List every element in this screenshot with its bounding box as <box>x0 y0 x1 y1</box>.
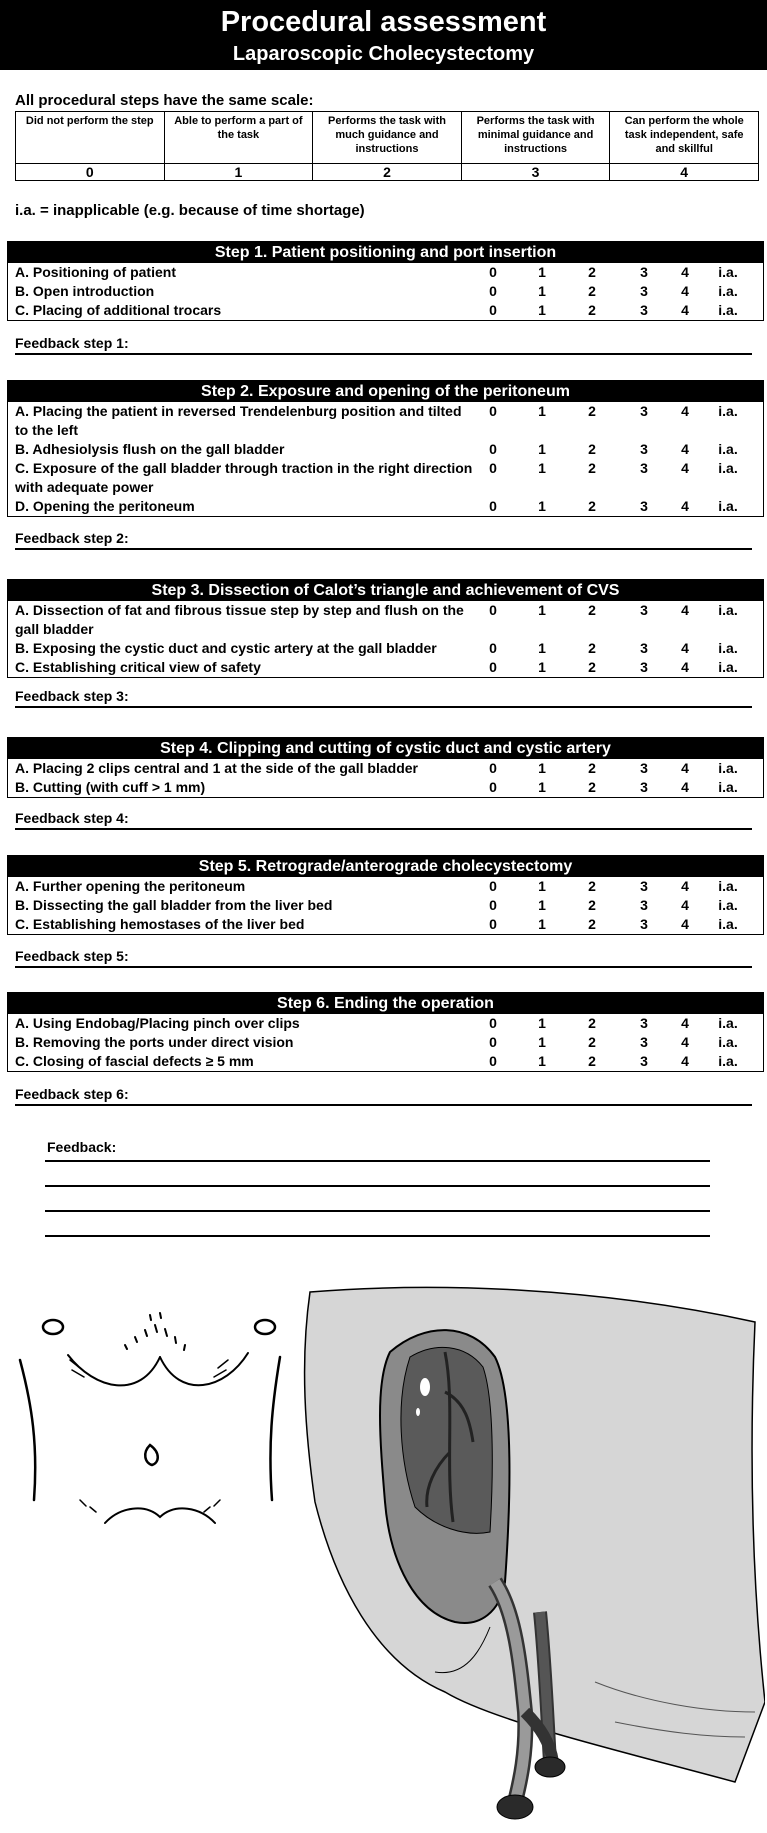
general-feedback[interactable] <box>45 1137 710 1237</box>
score-option[interactable]: i.a. <box>718 897 738 913</box>
score-option[interactable]: 3 <box>640 441 648 457</box>
score-option[interactable]: i.a. <box>718 302 738 318</box>
step-item-row <box>8 658 763 677</box>
step-item-row <box>8 915 763 934</box>
score-option[interactable]: 0 <box>489 283 497 299</box>
score-option[interactable]: i.a. <box>718 916 738 932</box>
step-item-label: C. Establishing hemostases of the liver bed <box>15 916 305 932</box>
step-item-row <box>8 639 763 658</box>
step-feedback-field[interactable]: Feedback step 1: <box>15 334 752 355</box>
score-option[interactable]: 1 <box>538 779 546 795</box>
score-option[interactable]: 1 <box>538 878 546 894</box>
step-item-row <box>8 402 763 440</box>
step-header: Step 3. Dissection of Calot’s triangle and achievement of CVS <box>8 580 763 601</box>
step-item-row <box>8 601 763 639</box>
step-feedback-field[interactable]: Feedback step 5: <box>15 947 752 968</box>
step-item-label: B. Dissecting the gall bladder from the liver bed <box>15 897 333 913</box>
score-option[interactable]: 0 <box>489 640 497 656</box>
score-option[interactable]: i.a. <box>718 264 738 280</box>
score-option[interactable]: 1 <box>538 1034 546 1050</box>
score-option[interactable]: 2 <box>588 1015 596 1031</box>
score-option[interactable]: 2 <box>588 760 596 776</box>
score-option[interactable]: i.a. <box>718 403 738 419</box>
score-option[interactable]: 0 <box>489 659 497 675</box>
score-option[interactable]: 0 <box>489 403 497 419</box>
score-option[interactable]: 3 <box>640 403 648 419</box>
score-option[interactable]: 2 <box>588 916 596 932</box>
general-feedback-line[interactable] <box>45 1212 710 1237</box>
score-option[interactable]: 3 <box>640 283 648 299</box>
score-option[interactable]: 3 <box>640 302 648 318</box>
step-item-label: A. Placing the patient in reversed Trendelenburg position and tilted to the left <box>15 403 462 438</box>
score-option[interactable]: 1 <box>538 283 546 299</box>
form-header <box>0 0 767 70</box>
score-option[interactable]: 4 <box>681 403 689 419</box>
step-section <box>7 992 764 1072</box>
score-option[interactable]: 3 <box>640 878 648 894</box>
score-option[interactable]: 3 <box>640 1053 648 1069</box>
step-item-label: A. Using Endobag/Placing pinch over clips <box>15 1015 300 1031</box>
score-option[interactable]: 2 <box>588 1053 596 1069</box>
score-option[interactable]: 2 <box>588 659 596 675</box>
score-option[interactable]: 1 <box>538 659 546 675</box>
score-option[interactable]: i.a. <box>718 760 738 776</box>
score-option[interactable]: 3 <box>640 659 648 675</box>
score-option[interactable]: 2 <box>588 878 596 894</box>
score-option[interactable]: 1 <box>538 1053 546 1069</box>
score-option[interactable]: i.a. <box>718 602 738 618</box>
score-option[interactable]: 1 <box>538 441 546 457</box>
step-item-row <box>8 1033 763 1052</box>
step-item-row <box>8 759 763 778</box>
step-item-row <box>8 459 763 497</box>
general-feedback-line[interactable] <box>45 1187 710 1212</box>
score-option[interactable]: 1 <box>538 916 546 932</box>
score-option[interactable]: 2 <box>588 302 596 318</box>
score-option[interactable]: 3 <box>640 779 648 795</box>
score-option[interactable]: 2 <box>588 1034 596 1050</box>
scale-level-label: Performs the task with minimal guidance and instructions <box>461 112 610 164</box>
step-item-label: B. Cutting (with cuff > 1 mm) <box>15 779 206 795</box>
score-option[interactable]: 3 <box>640 602 648 618</box>
score-option[interactable]: 3 <box>640 897 648 913</box>
abdomen-illustration <box>10 1285 290 1530</box>
score-option[interactable]: 2 <box>588 602 596 618</box>
score-option[interactable]: 4 <box>681 302 689 318</box>
score-option[interactable]: 1 <box>538 897 546 913</box>
score-option[interactable]: 4 <box>681 1053 689 1069</box>
score-option[interactable]: 2 <box>588 264 596 280</box>
scale-table <box>15 111 759 181</box>
score-option[interactable]: 4 <box>681 760 689 776</box>
score-option[interactable]: 3 <box>640 640 648 656</box>
step-section <box>7 380 764 517</box>
step-item-row <box>8 778 763 797</box>
score-option[interactable]: 0 <box>489 897 497 913</box>
score-option[interactable]: 0 <box>489 760 497 776</box>
score-option[interactable]: 0 <box>489 602 497 618</box>
step-header: Step 1. Patient positioning and port insertion <box>8 242 763 263</box>
step-item-label: A. Dissection of fat and fibrous tissue step by step and flush on the gall bladder <box>15 602 464 637</box>
score-option[interactable]: i.a. <box>718 1053 738 1069</box>
scale-level-label: Can perform the whole task independent, safe and skillful <box>610 112 759 164</box>
score-option[interactable]: 1 <box>538 1015 546 1031</box>
scale-level-value: 0 <box>16 164 165 181</box>
step-section <box>7 579 764 678</box>
score-option[interactable]: 2 <box>588 640 596 656</box>
scale-level-value: 2 <box>313 164 462 181</box>
gallbladder-illustration <box>295 1282 765 1832</box>
score-option[interactable]: 4 <box>681 460 689 476</box>
step-item-row <box>8 263 763 282</box>
step-item-row <box>8 1052 763 1071</box>
score-option[interactable]: 0 <box>489 441 497 457</box>
form-title: Procedural assessment <box>220 6 547 38</box>
scale-level-label: Able to perform a part of the task <box>164 112 313 164</box>
step-section <box>7 737 764 798</box>
score-option[interactable]: 3 <box>640 460 648 476</box>
score-option[interactable]: 2 <box>588 498 596 514</box>
step-feedback-field[interactable]: Feedback step 4: <box>15 809 752 830</box>
score-option[interactable]: 3 <box>640 916 648 932</box>
score-option[interactable]: 4 <box>681 283 689 299</box>
step-header: Step 6. Ending the operation <box>8 993 763 1014</box>
score-option[interactable]: 2 <box>588 441 596 457</box>
ia-note: i.a. = inapplicable (e.g. because of time shortage) <box>15 202 365 219</box>
score-option[interactable]: 1 <box>538 264 546 280</box>
score-option[interactable]: 1 <box>538 602 546 618</box>
score-option[interactable]: 1 <box>538 302 546 318</box>
step-feedback-field[interactable]: Feedback step 3: <box>15 687 752 708</box>
score-option[interactable]: i.a. <box>718 659 738 675</box>
step-item-row <box>8 877 763 896</box>
score-option[interactable]: 0 <box>489 1015 497 1031</box>
score-option[interactable]: 0 <box>489 916 497 932</box>
score-option[interactable]: 2 <box>588 283 596 299</box>
score-option[interactable]: i.a. <box>718 1034 738 1050</box>
score-option[interactable]: 2 <box>588 460 596 476</box>
step-item-label: A. Placing 2 clips central and 1 at the side of the gall bladder <box>15 760 418 776</box>
score-option[interactable]: i.a. <box>718 640 738 656</box>
score-option[interactable]: 4 <box>681 602 689 618</box>
score-option[interactable]: 3 <box>640 760 648 776</box>
general-feedback-label: Feedback: <box>45 1137 710 1162</box>
score-option[interactable]: 3 <box>640 1034 648 1050</box>
scale-intro: All procedural steps have the same scale: <box>15 92 314 109</box>
score-option[interactable]: 4 <box>681 779 689 795</box>
step-item-row <box>8 896 763 915</box>
score-option[interactable]: 0 <box>489 264 497 280</box>
score-option[interactable]: 2 <box>588 779 596 795</box>
score-option[interactable]: 3 <box>640 498 648 514</box>
score-option[interactable]: 1 <box>538 460 546 476</box>
step-section <box>7 241 764 321</box>
score-option[interactable]: i.a. <box>718 779 738 795</box>
score-option[interactable]: i.a. <box>718 498 738 514</box>
score-option[interactable]: i.a. <box>718 1015 738 1031</box>
score-option[interactable]: i.a. <box>718 878 738 894</box>
step-item-label: A. Positioning of patient <box>15 264 176 280</box>
score-option[interactable]: 2 <box>588 403 596 419</box>
step-item-row <box>8 301 763 320</box>
general-feedback-line[interactable] <box>45 1162 710 1187</box>
score-option[interactable]: i.a. <box>718 283 738 299</box>
score-option[interactable]: 4 <box>681 897 689 913</box>
step-feedback-field[interactable]: Feedback step 6: <box>15 1085 752 1106</box>
scale-level-value: 4 <box>610 164 759 181</box>
step-header: Step 5. Retrograde/anterograde cholecystectomy <box>8 856 763 877</box>
scale-level-label: Performs the task with much guidance and instructions <box>313 112 462 164</box>
score-option[interactable]: 0 <box>489 1053 497 1069</box>
score-option[interactable]: i.a. <box>718 441 738 457</box>
score-option[interactable]: 1 <box>538 760 546 776</box>
score-option[interactable]: 3 <box>640 1015 648 1031</box>
scale-level-value: 1 <box>164 164 313 181</box>
score-option[interactable]: 4 <box>681 659 689 675</box>
score-option[interactable]: 3 <box>640 264 648 280</box>
score-option[interactable]: 4 <box>681 640 689 656</box>
step-item-label: C. Closing of fascial defects ≥ 5 mm <box>15 1053 254 1069</box>
step-header: Step 4. Clipping and cutting of cystic duct and cystic artery <box>8 738 763 759</box>
scale-level-label: Did not perform the step <box>16 112 165 164</box>
step-header: Step 2. Exposure and opening of the peritoneum <box>8 381 763 402</box>
step-item-row <box>8 440 763 459</box>
step-item-label: C. Establishing critical view of safety <box>15 659 261 675</box>
step-item-label: B. Open introduction <box>15 283 155 299</box>
step-item-label: C. Placing of additional trocars <box>15 302 222 318</box>
step-item-row <box>8 282 763 301</box>
step-item-label: A. Further opening the peritoneum <box>15 878 246 894</box>
step-item-label: B. Adhesiolysis flush on the gall bladder <box>15 441 285 457</box>
step-item-label: C. Exposure of the gall bladder through traction in the right direction with adequate power <box>15 460 473 495</box>
score-option[interactable]: 2 <box>588 897 596 913</box>
score-option[interactable]: 0 <box>489 460 497 476</box>
score-option[interactable]: 1 <box>538 403 546 419</box>
step-item-label: B. Removing the ports under direct vision <box>15 1034 294 1050</box>
form-subtitle: Laparoscopic Cholecystectomy <box>232 43 535 65</box>
score-option[interactable]: 1 <box>538 640 546 656</box>
score-option[interactable]: 4 <box>681 498 689 514</box>
score-option[interactable]: 0 <box>489 302 497 318</box>
step-item-row <box>8 1014 763 1033</box>
score-option[interactable]: 0 <box>489 498 497 514</box>
scale-level-value: 3 <box>461 164 610 181</box>
step-item-row <box>8 497 763 516</box>
score-option[interactable]: i.a. <box>718 460 738 476</box>
step-item-label: B. Exposing the cystic duct and cystic artery at the gall bladder <box>15 640 437 656</box>
score-option[interactable]: 0 <box>489 779 497 795</box>
score-option[interactable]: 4 <box>681 1015 689 1031</box>
score-option[interactable]: 4 <box>681 1034 689 1050</box>
step-section <box>7 855 764 935</box>
score-option[interactable]: 4 <box>681 916 689 932</box>
score-option[interactable]: 1 <box>538 498 546 514</box>
score-option[interactable]: 0 <box>489 878 497 894</box>
score-option[interactable]: 4 <box>681 878 689 894</box>
score-option[interactable]: 4 <box>681 264 689 280</box>
step-item-label: D. Opening the peritoneum <box>15 498 195 514</box>
step-feedback-field[interactable]: Feedback step 2: <box>15 529 752 550</box>
score-option[interactable]: 0 <box>489 1034 497 1050</box>
score-option[interactable]: 4 <box>681 441 689 457</box>
